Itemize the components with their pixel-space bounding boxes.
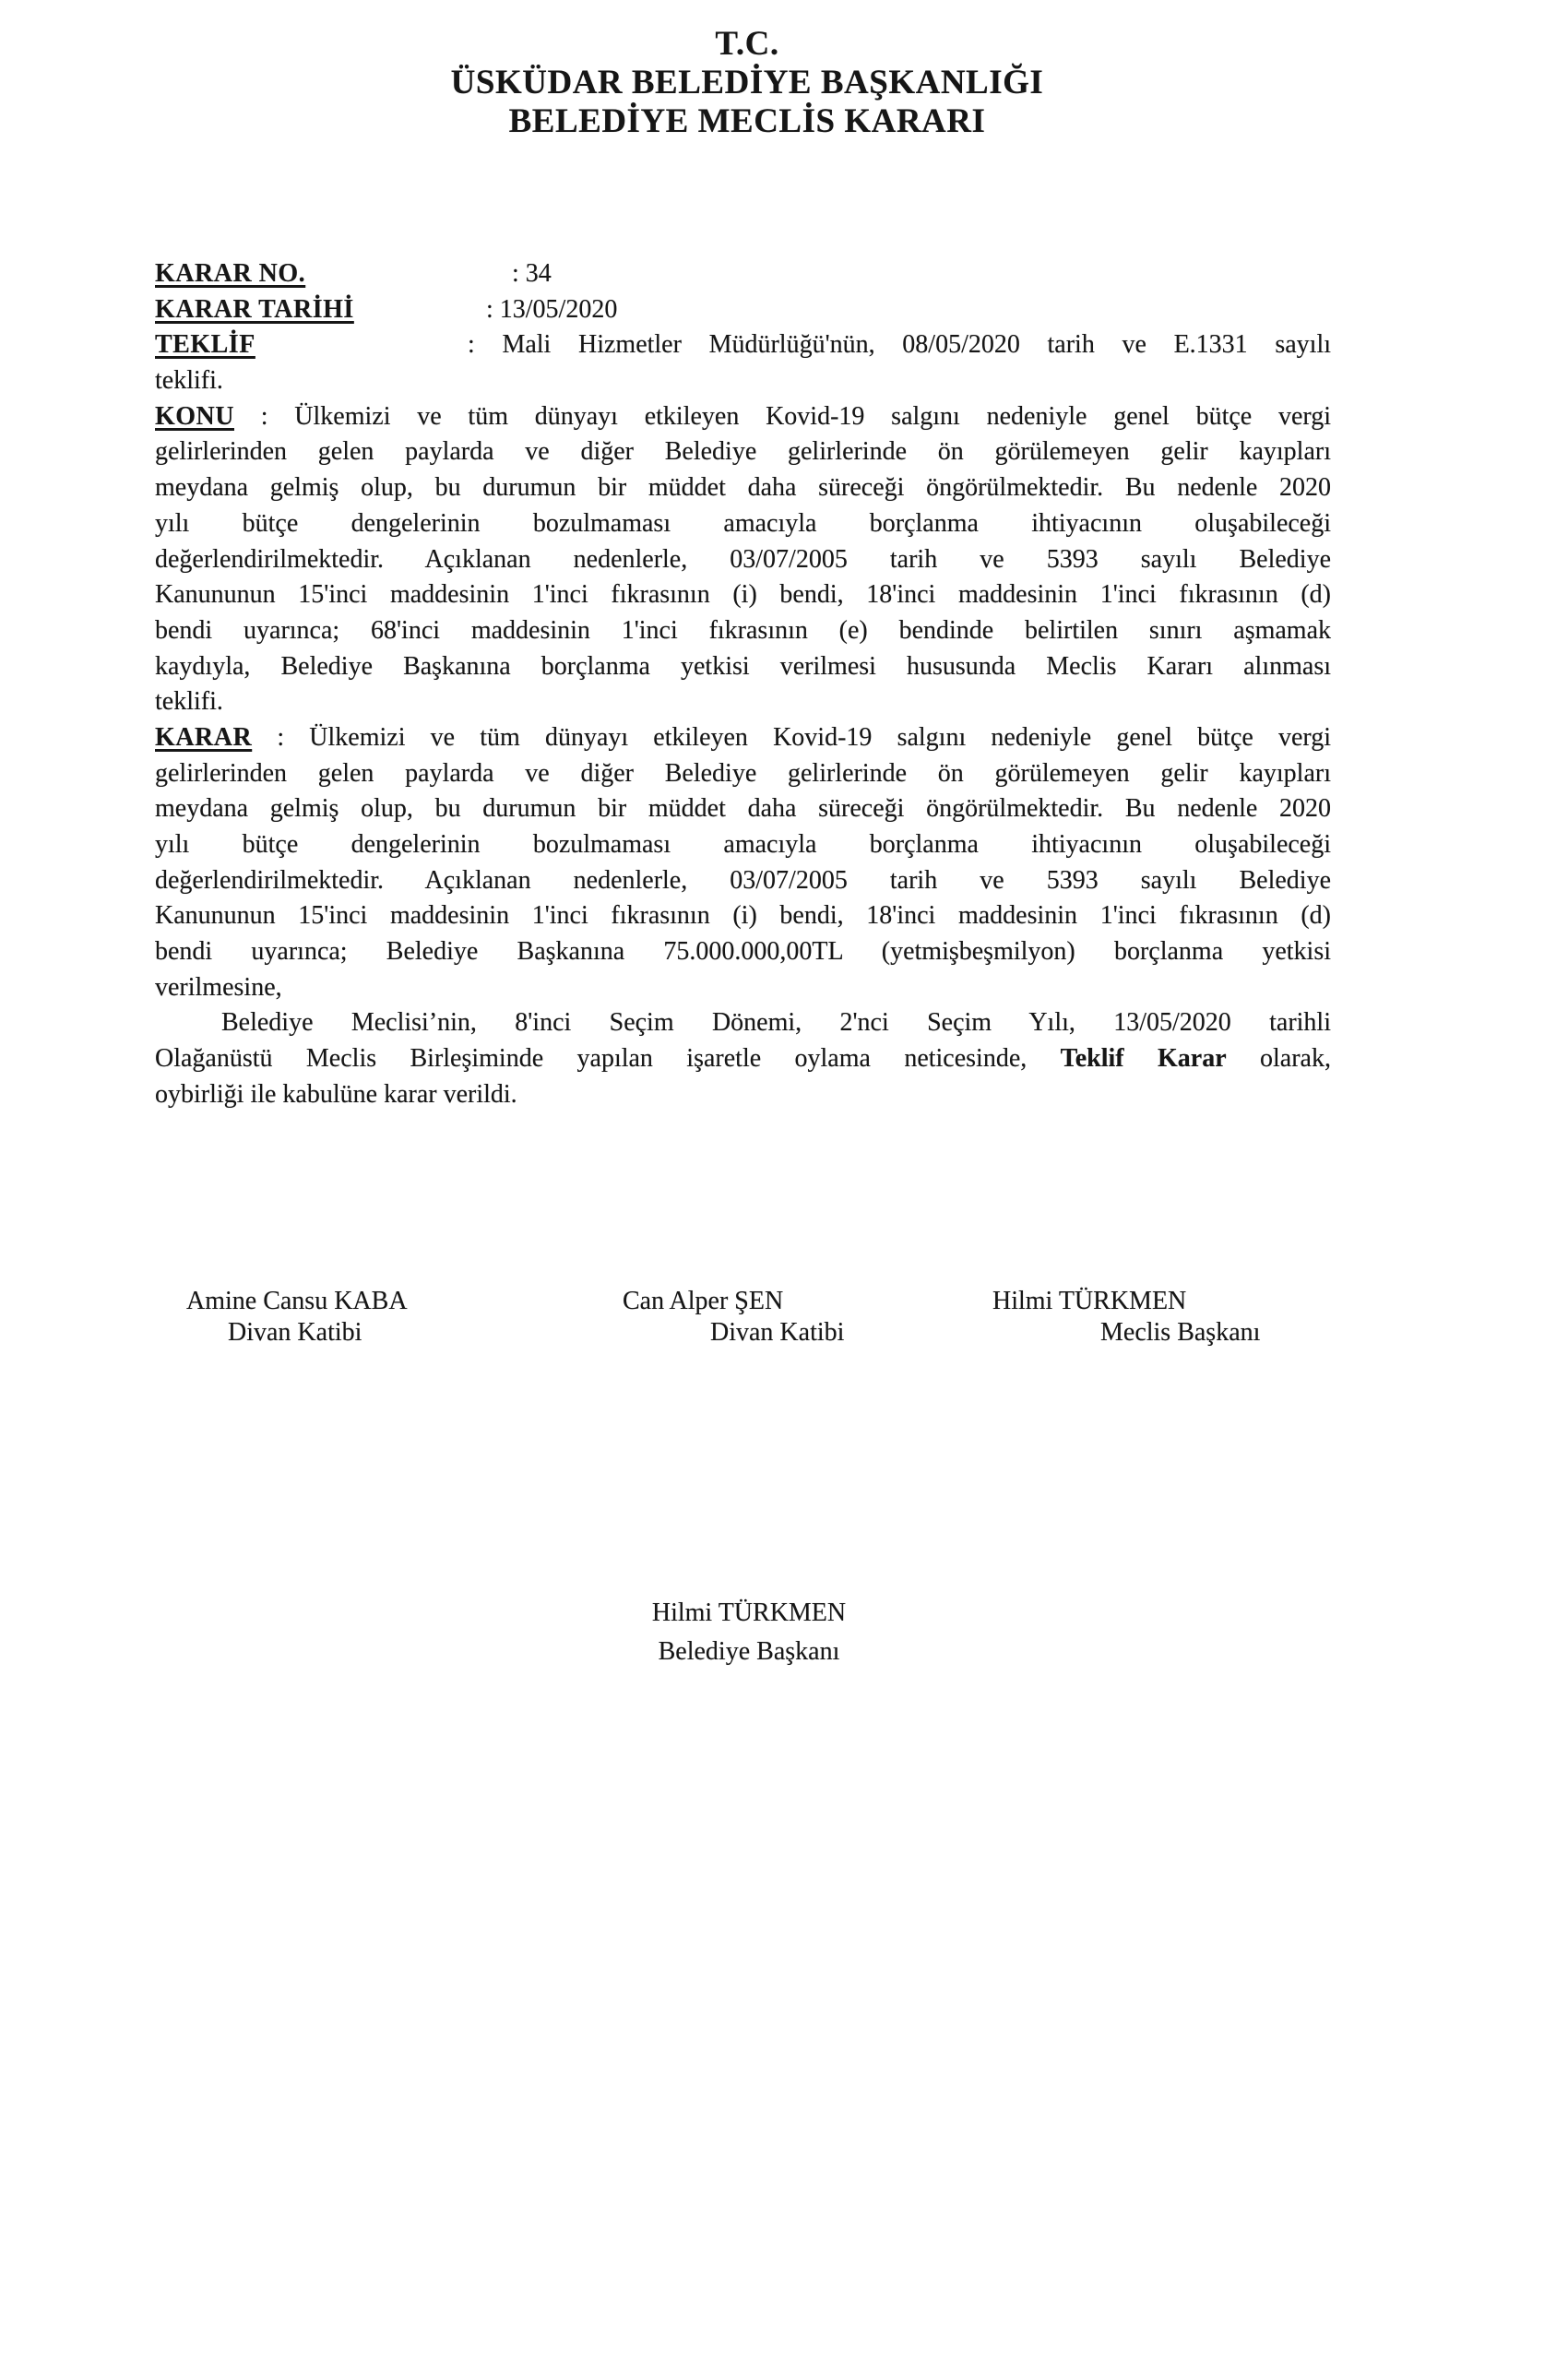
resolution-text-post: olarak, (1226, 1044, 1331, 1074)
approval-block (472, 1594, 1026, 1671)
teklif-value: : Mali Hizmetler Müdürlüğü'nün, 08/05/2020 tarih ve E.1331 sayılı (468, 330, 1331, 360)
resolution-text-pre: Olağanüstü Meclis Birleşiminde yapılan işaretle oylama neticesinde, (155, 1044, 1061, 1074)
karar-paragraph-line: bendi uyarınca; Belediye Başkanına 75.000.000,00TL (yetmişbeşmilyon) borçlanma yetkisi (155, 937, 1331, 967)
karar-tarihi-label: KARAR TARİHİ (155, 294, 354, 324)
header-municipality: ÜSKÜDAR BELEDİYE BAŞKANLIĞI (450, 64, 1044, 101)
konu-paragraph-line: gelirlerinden gelen paylarda ve diğer Belediye gelirlerinde ön görülemeyen gelir kayıpları (155, 437, 1331, 467)
resolution-line: Belediye Meclisi’nin, 8'inci Seçim Dönemi, 2'nci Seçim Yılı, 13/05/2020 tarihli (221, 1008, 1331, 1038)
karar-paragraph-line: meydana gelmiş olup, bu durumun bir müddet daha süreceği öngörülmektedir. Bu nedenle 2020 (155, 794, 1331, 824)
karar-paragraph-line: Kanununun 15'inci maddesinin 1'inci fıkrasının (i) bendi, 18'inci maddesinin 1'inci fıkrasının (d) (155, 901, 1331, 931)
karar-no-label: KARAR NO. (155, 259, 306, 288)
karar-no-value: : 34 (512, 259, 552, 288)
karar-tarihi-value: : 13/05/2020 (486, 294, 618, 324)
doc-header (0, 25, 1494, 141)
signatory-title: Divan Katibi (710, 1318, 845, 1347)
meta-row-teklif (155, 327, 1331, 363)
signatory-title: Meclis Başkanı (1100, 1318, 1261, 1347)
signatory-name: Amine Cansu KABA (186, 1287, 408, 1315)
resolution-line: oybirliği ile kabulüne karar verildi. (155, 1079, 517, 1109)
approval-name: Hilmi TÜRKMEN (651, 1598, 847, 1627)
teklif-value-continuation: teklifi. (155, 366, 223, 396)
konu-paragraph-line: meydana gelmiş olup, bu durumun bir müddet daha süreceği öngörülmektedir. Bu nedenle 2020 (155, 473, 1331, 503)
konu-label: KONU (155, 401, 234, 431)
karar-paragraph-line: yılı bütçe dengelerinin bozulmaması amacıyla borçlanma ihtiyacının oluşabileceği (155, 830, 1331, 859)
konu-paragraph-line: Kanununun 15'inci maddesinin 1'inci fıkrasının (i) bendi, 18'inci maddesinin 1'inci fıkrasının (d) (155, 580, 1331, 610)
konu-text: : Ülkemizi ve tüm dünyayı etkileyen Kovid-19 salgını nedeniyle genel bütçe vergi (260, 401, 1331, 431)
konu-paragraph-line: teklifi. (155, 687, 223, 717)
karar-paragraph-line (155, 720, 1331, 756)
konu-paragraph-line (155, 399, 1331, 435)
signatory-name: Can Alper ŞEN (623, 1287, 784, 1315)
meta-row-karar-tarihi (155, 292, 1331, 328)
signatory-name: Hilmi TÜRKMEN (992, 1287, 1187, 1315)
konu-paragraph-line: bendi uyarınca; 68'inci maddesinin 1'inci fıkrasının (e) bendinde belirtilen sınırı aşmamak (155, 615, 1331, 645)
karar-label: KARAR (155, 722, 253, 752)
resolution-line (155, 1041, 1331, 1077)
konu-paragraph-line: yılı bütçe dengelerinin bozulmaması amacıyla borçlanma ihtiyacının oluşabileceği (155, 508, 1331, 538)
teklif-label: TEKLİF (155, 330, 255, 360)
header-republic: T.C. (715, 25, 779, 63)
resolution-text-bold: Teklif Karar (1060, 1044, 1227, 1074)
approval-title: Belediye Başkanı (658, 1637, 840, 1666)
document-body (155, 256, 1331, 1113)
karar-paragraph-line: gelirlerinden gelen paylarda ve diğer Belediye gelirlerinde ön görülemeyen gelir kayıpları (155, 758, 1331, 788)
konu-paragraph-line: değerlendirilmektedir. Açıklanan nedenlerle, 03/07/2005 tarih ve 5393 sayılı Belediye (155, 544, 1331, 574)
karar-paragraph-line: değerlendirilmektedir. Açıklanan nedenlerle, 03/07/2005 tarih ve 5393 sayılı Belediye (155, 865, 1331, 895)
signatory-title: Divan Katibi (228, 1318, 362, 1347)
konu-paragraph-line: kaydıyla, Belediye Başkanına borçlanma yetkisi verilmesi hususunda Meclis Kararı alınması (155, 651, 1331, 681)
header-doc-type: BELEDİYE MECLİS KARARI (508, 102, 986, 140)
meta-row-karar-no (155, 256, 1331, 292)
karar-paragraph-line: verilmesine, (155, 972, 282, 1002)
karar-text: : Ülkemizi ve tüm dünyayı etkileyen Kovid-19 salgını nedeniyle genel bütçe vergi (277, 722, 1332, 752)
